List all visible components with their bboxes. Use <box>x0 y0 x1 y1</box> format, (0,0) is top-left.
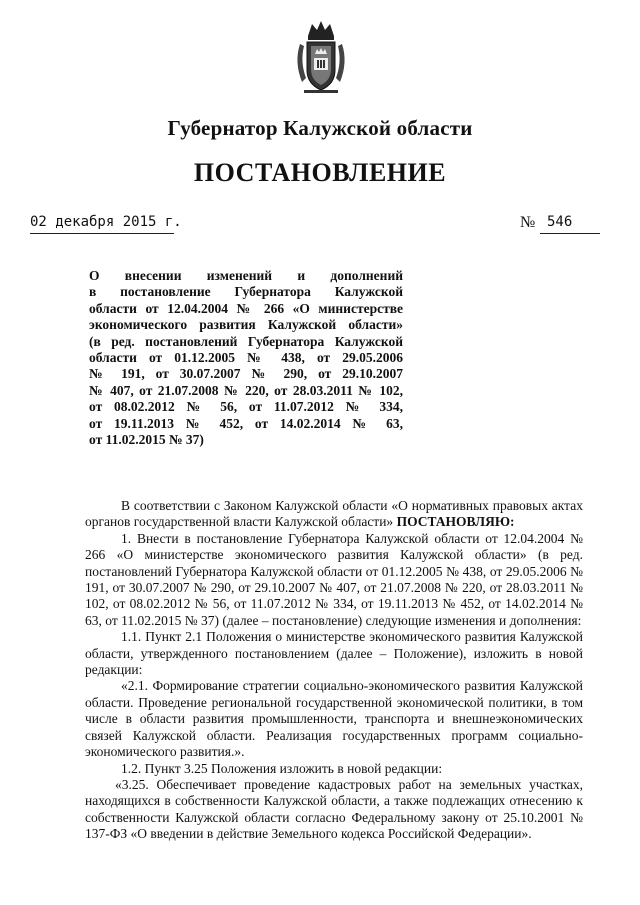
coat-of-arms-icon <box>290 18 352 96</box>
document-number: 546 <box>547 214 573 230</box>
preamble-paragraph <box>85 498 583 531</box>
document-type: ПОСТАНОВЛЕНИЕ <box>193 158 447 187</box>
paragraph-1-1: 1.1. Пункт 2.1 Положения о министерстве экономического развития Калужской области, утвержденного постановлением (далее – Положение), изложить в новой редакции: <box>85 629 583 678</box>
title-line: от 19.11.2013 № 452, от 14.02.2014 № 63, <box>89 415 403 431</box>
title-line: № 407, от 21.07.2008 № 220, от 28.03.2011 № 102, <box>89 382 403 398</box>
title-line: области от 12.04.2004 № 266 «О министерстве <box>89 300 403 316</box>
decree-word: ПОСТАНОВЛЯЮ: <box>396 514 515 530</box>
preamble-text: В соответствии с Законом Калужской области «О нормативных правовых актах органов государственной власти Калужской области» <box>85 498 583 530</box>
title-line: в постановление Губернатора Калужской <box>89 284 403 300</box>
title-line: (в ред. постановлений Губернатора Калужской <box>89 333 403 349</box>
paragraph-1-2: 1.2. Пункт 3.25 Положения изложить в новой редакции: <box>121 760 443 776</box>
title-line: экономического развития Калужской области» <box>89 317 403 333</box>
title-line: от 08.02.2012 № 56, от 11.07.2012 № 334, <box>89 399 403 415</box>
paragraph-1: 1. Внести в постановление Губернатора Калужской области от 12.04.2004 № 266 «О министерстве экономического развития Калужской области» (в ред. постановлений Губернатора Калужской области от 01.12.2005 № 438, от 29.05.2006 № 191, от 30.07.2007 № 290, от 29.10.2007 № 407, от 21.07.2008 № 220, от 28.03.2011 № 102, от 08.02.2012 № 56, от 11.07.2012 № 334, от 19.11.2013 № 452, от 14.02.2014 № 63, от 11.02.2015 № 37) (далее – постановление) следующие изменения и дополнения: <box>85 530 583 628</box>
title-line: от 11.02.2015 № 37) <box>89 432 204 448</box>
document-date: 02 декабря 2015 г. <box>30 214 182 230</box>
date-underline <box>30 233 174 234</box>
title-line: области от 01.12.2005 № 438, от 29.05.2006 <box>89 350 403 366</box>
title-line: О внесении изменений и дополнений <box>89 268 403 283</box>
number-sign: № <box>520 214 536 231</box>
org-title: Губернатор Калужской области <box>167 116 473 140</box>
title-line: № 191, от 30.07.2007 № 290, от 29.10.2007 <box>89 366 403 382</box>
paragraph-3-25: «3.25. Обеспечивает проведение кадастровых работ на земельных участках, находящихся в собственности Калужской области, а также подлежащих отнесению к собственности Калужской области согласно Федеральному закону от 25.10.2001 № 137-ФЗ «О введении в действие Земельного кодекса Российской Федерации». <box>85 776 583 842</box>
document-body <box>85 498 583 843</box>
document-title <box>89 268 403 448</box>
paragraph-2-1: «2.1. Формирование стратегии социально-экономического развития Калужской области. Проведение региональной государственной экономической политики, в том числе в области развития промышленности, транспорта и внешнеэкономических связей Калужской области. Реализация государственных программ социально-экономического развития.». <box>85 678 583 760</box>
number-underline <box>540 233 600 234</box>
